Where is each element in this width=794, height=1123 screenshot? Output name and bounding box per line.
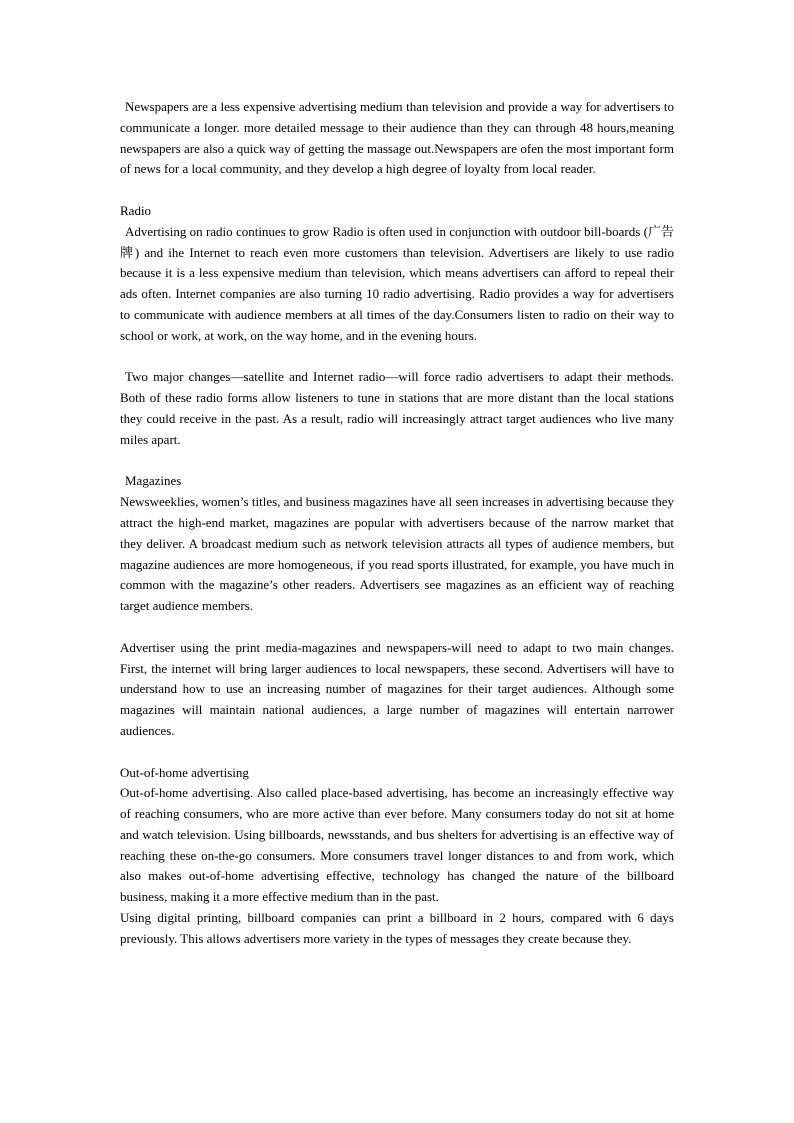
outofhome-heading: Out-of-home advertising <box>120 764 249 780</box>
paragraph-spacer <box>120 742 674 763</box>
paragraph-spacer <box>120 451 674 472</box>
radio-heading: Radio <box>120 202 152 218</box>
paragraph-spacer <box>120 617 674 638</box>
document-body <box>120 97 674 950</box>
magazines-paragraph-2: Advertiser using the print media-magazines and newspapers-will need to adapt to two main changes. First, the internet will bring larger audiences to local newspapers, these second. Advertisers will have to understand how to use an increasing number of magazines for their target audiences. Although some magazines will maintain national audiences, a large number of magazines will entertain narrower audiences. <box>120 639 674 738</box>
paragraph-spacer <box>120 347 674 368</box>
magazines-paragraph-1: Newsweeklies, women’s titles, and business magazines have all seen increases in advertising because they attract the high-end market, magazines are popular with advertisers because of the narrow market that they deliver. A broadcast medium such as network television attracts all types of audience members, but magazine audiences are more homogeneous, if you read sports illustrated, for example, you have much in common with the magazine’s other readers. Advertisers see magazines as an efficient way of reaching target audience members. <box>120 494 674 614</box>
radio-paragraph-2: Two major changes—satellite and Internet radio—will force radio advertisers to adapt their methods. Both of these radio forms allow listeners to tune in stations that are more distant than the local stations they could receive in the past. As a result, radio will increasingly attract target audiences who live many miles apart. <box>120 369 674 447</box>
radio-paragraph-1: Advertising on radio continues to grow Radio is often used in conjunction with outdoor bill-boards (广告牌) and ihe Internet to reach even more customers than television. Advertisers are likely to use radio because it is a less expensive medium than television, which means advertisers can afford to repeal their ads often. Internet companies are also turning 10 radio advertising. Radio provides a way for advertisers to communicate with audience members at all times of the day.Consumers listen to radio on their way to school or work, at work, on the way home, and in the evening hours. <box>120 223 674 343</box>
newspapers-paragraph: Newspapers are a less expensive advertising medium than television and provide a way for advertisers to communicate a longer. more detailed message to their audience than they can through 48 hours,meaning newspapers are also a quick way of getting the massage out.Newspapers are ofen the most important form of news for a local community, and they develop a high degree of loyalty from local reader. <box>120 99 674 177</box>
magazines-heading: Magazines <box>125 473 182 489</box>
outofhome-paragraph-2: Using digital printing, billboard companies can print a billboard in 2 hours, compared with 6 days previously. This allows advertisers more variety in the types of messages they create because they. <box>120 910 674 946</box>
outofhome-paragraph-1: Out-of-home advertising. Also called place-based advertising, has become an increasingly effective way of reaching consumers, who are more active than ever before. Many consumers today do not sit at home and watch television. Using billboards, newsstands, and bus shelters for advertising is an effective way of reaching these on-the-go consumers. More consumers travel longer distances to and from work, which also makes out-of-home advertising effective, technology has changed the nature of the billboard business, making it a more effective medium than in the past. <box>120 785 674 905</box>
paragraph-spacer <box>120 180 674 201</box>
